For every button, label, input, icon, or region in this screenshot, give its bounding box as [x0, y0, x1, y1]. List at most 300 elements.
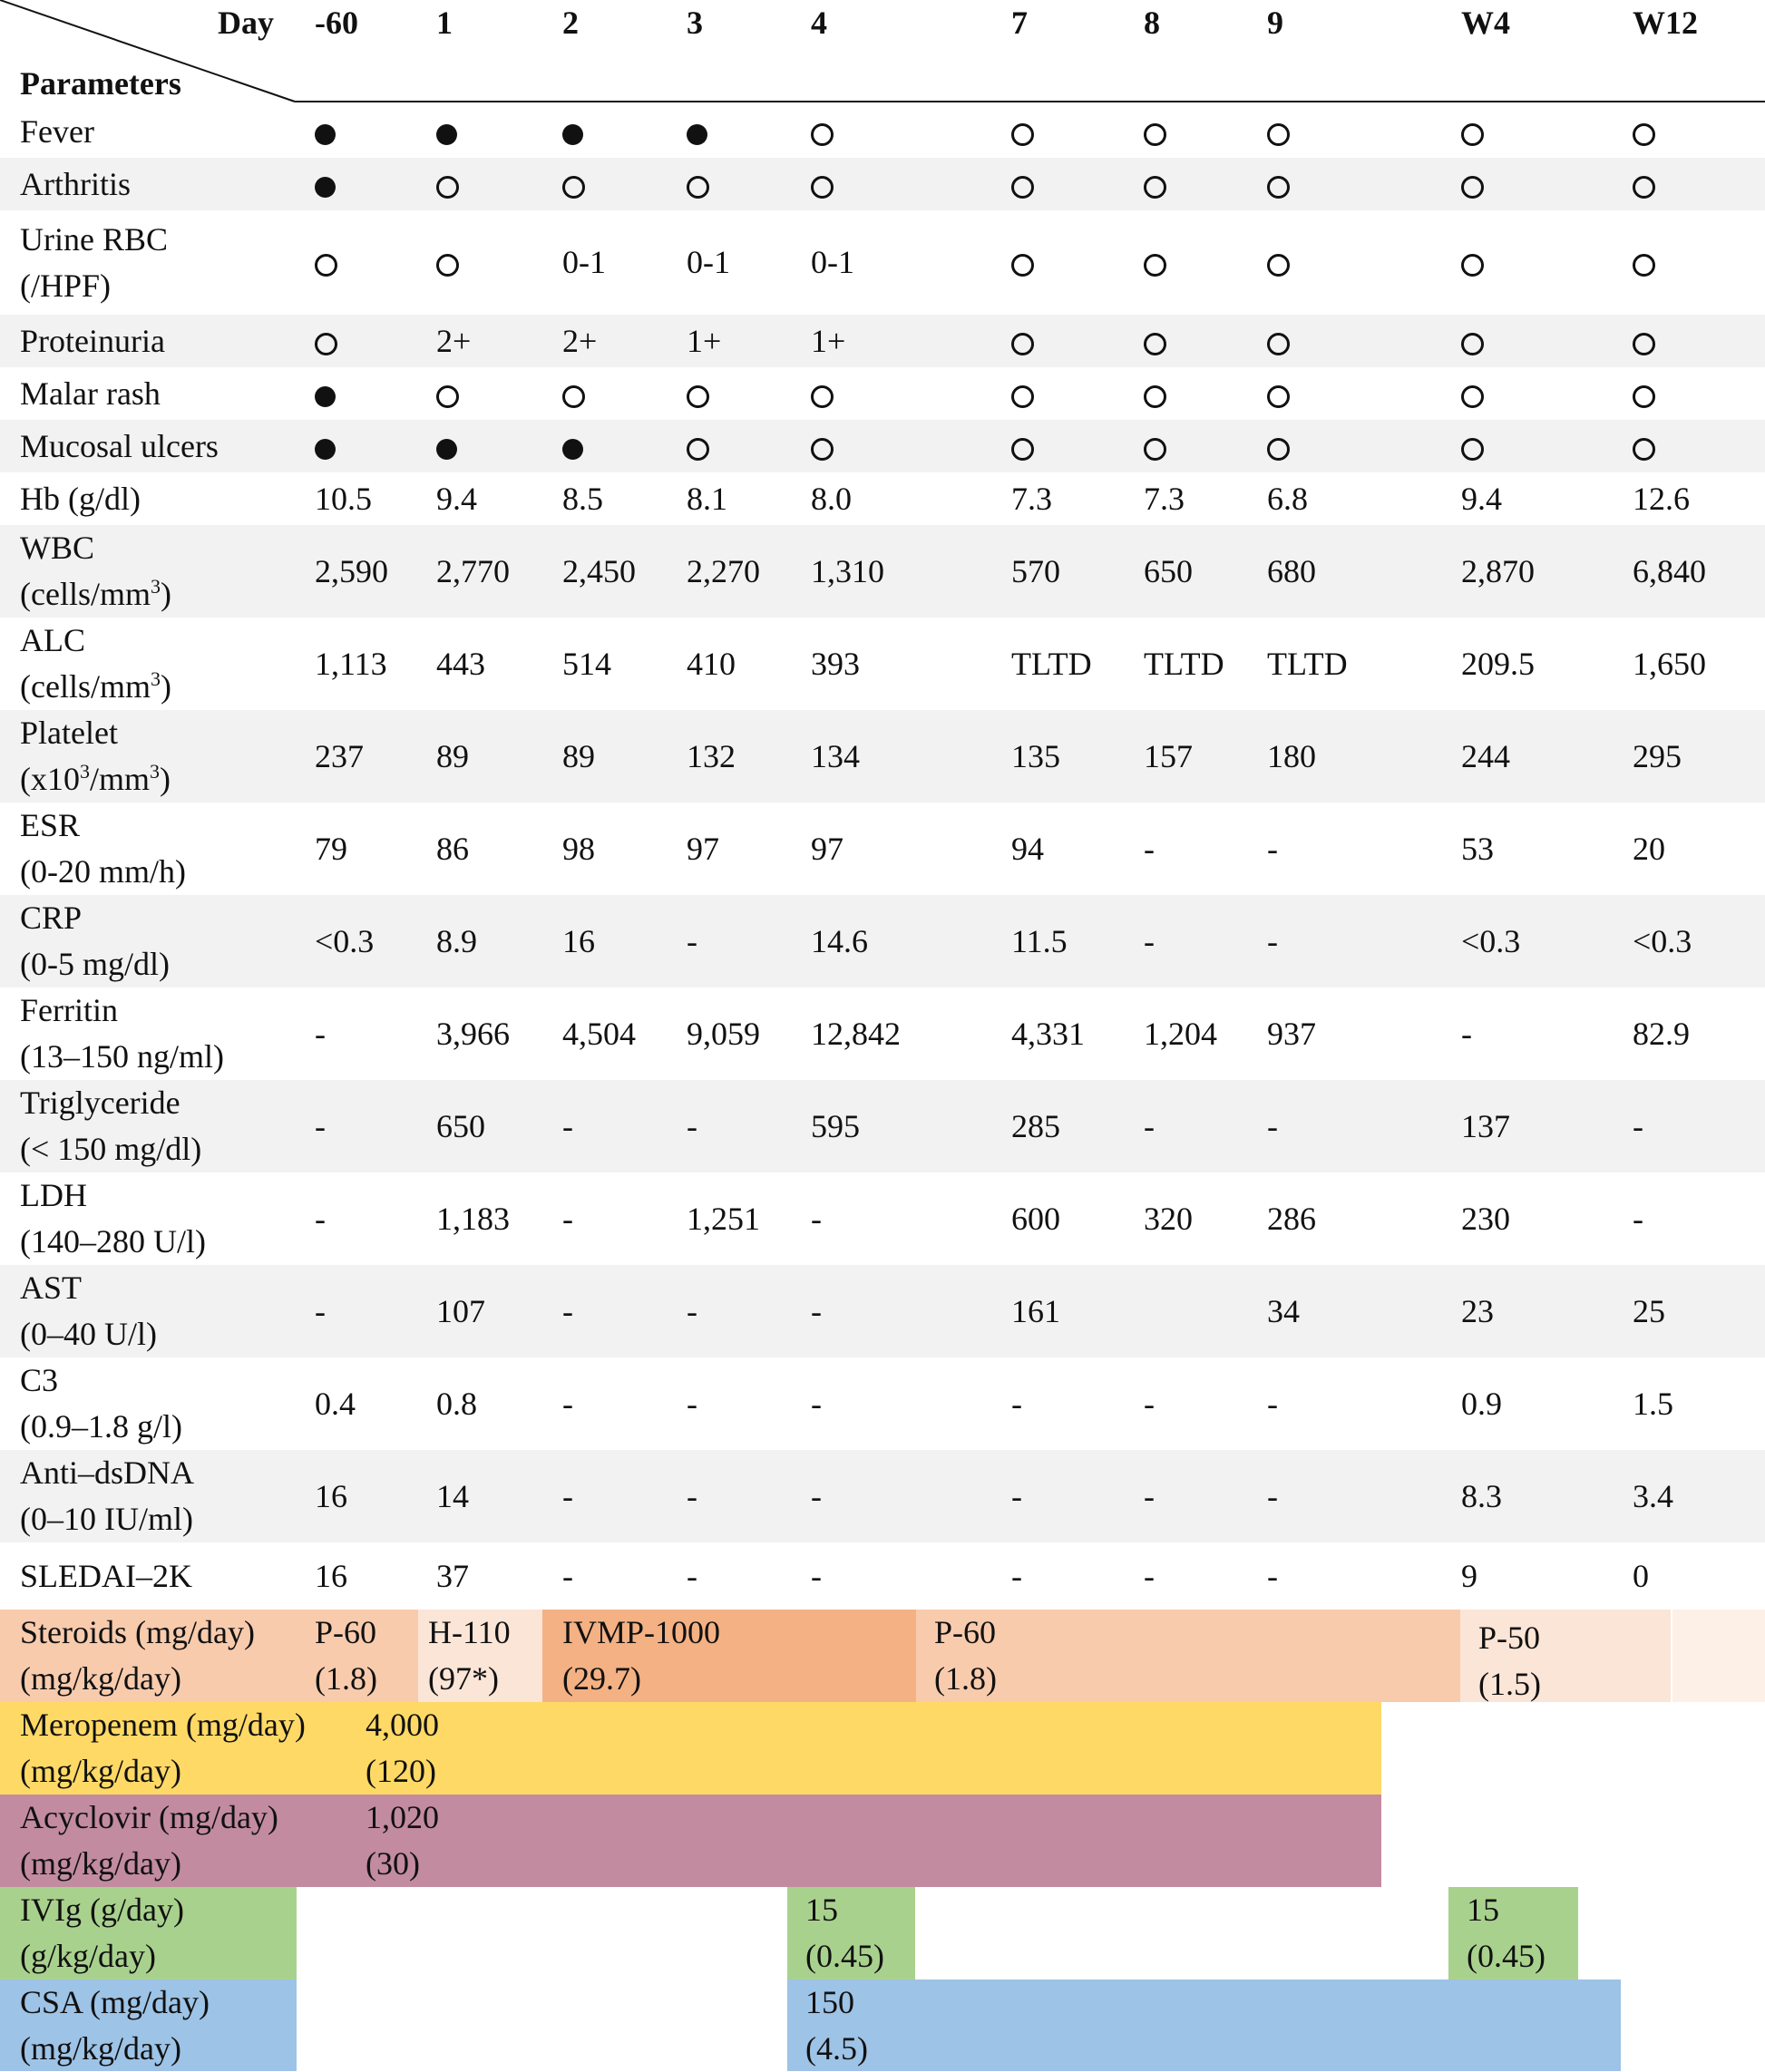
table-cell: - [687, 1557, 697, 1594]
table-cell: 14 [436, 1477, 469, 1514]
table-cell [1267, 161, 1290, 208]
table-cell: - [811, 1385, 822, 1422]
table-cell: 320 [1144, 1200, 1193, 1237]
filled-circle-icon [315, 177, 336, 198]
table-cell: - [315, 1107, 326, 1144]
column-header: W4 [1461, 5, 1510, 41]
open-circle-icon [1267, 254, 1290, 277]
table-cell: - [1011, 1557, 1022, 1594]
column-header: 8 [1144, 5, 1160, 41]
row-stripe [0, 1265, 1765, 1357]
parameter-label: C3 (0.9–1.8 g/l) [20, 1362, 182, 1445]
table-cell [1461, 423, 1484, 470]
open-circle-icon [1144, 438, 1166, 461]
table-cell [562, 371, 585, 417]
table-cell [1144, 109, 1166, 155]
open-circle-icon [562, 385, 585, 408]
table-cell [811, 161, 834, 208]
parameter-label: Anti–dsDNA (0–10 IU/ml) [20, 1454, 195, 1537]
steroids-value: P-50 (1.5) [1478, 1620, 1541, 1702]
parameter-label: Mucosal ulcers [20, 427, 219, 464]
table-cell [436, 109, 457, 155]
open-circle-icon [1011, 385, 1034, 408]
table-cell: - [315, 1292, 326, 1329]
steroids-label: Steroids (mg/day) (mg/kg/day) [20, 1614, 255, 1697]
table-cell [1461, 318, 1484, 365]
row-stripe [0, 158, 1765, 210]
open-circle-icon [811, 438, 834, 461]
table-cell: 1.5 [1633, 1385, 1673, 1422]
table-cell: - [1461, 1015, 1472, 1052]
table-cell: 8.0 [811, 480, 852, 517]
table-cell [687, 109, 707, 155]
table-cell: 443 [436, 645, 485, 682]
open-circle-icon [1144, 254, 1166, 277]
table-cell: - [1633, 1107, 1643, 1144]
table-cell: 9,059 [687, 1015, 760, 1052]
open-circle-icon [1267, 176, 1290, 199]
table-cell [1011, 161, 1034, 208]
table-cell: 2,770 [436, 552, 510, 589]
meropenem-label: Meropenem (mg/day) (mg/kg/day) [20, 1707, 306, 1789]
table-cell: 295 [1633, 737, 1682, 774]
open-circle-icon [1144, 176, 1166, 199]
parameter-label: ALC $(cells/mm^3)$ [20, 622, 171, 705]
table-cell [436, 161, 459, 208]
table-cell: - [562, 1107, 573, 1144]
table-cell: - [1144, 830, 1155, 867]
table-cell: 2+ [562, 322, 598, 359]
open-circle-icon [1011, 176, 1034, 199]
table-cell: TLTD [1011, 645, 1092, 682]
parameter-label: Malar rash [20, 375, 161, 412]
table-cell: 1,251 [687, 1200, 760, 1237]
table-cell: 209.5 [1461, 645, 1535, 682]
parameter-label: LDH (140–280 U/l) [20, 1177, 206, 1260]
table-cell: 6.8 [1267, 480, 1308, 517]
open-circle-icon [1633, 438, 1655, 461]
open-circle-icon [1461, 333, 1484, 355]
steroids-segment [1672, 1610, 1765, 1702]
table-cell [1144, 239, 1166, 286]
table-cell: 89 [436, 737, 469, 774]
open-circle-icon [1011, 254, 1034, 277]
table-cell: 2,270 [687, 552, 760, 589]
table-cell [1144, 318, 1166, 365]
table-cell: - [687, 1385, 697, 1422]
steroids-value: H-110 (97*) [428, 1614, 511, 1697]
table-cell [1267, 239, 1290, 286]
table-cell [315, 161, 336, 208]
table-cell [1461, 161, 1484, 208]
table-cell: 0.8 [436, 1385, 477, 1422]
filled-circle-icon [436, 124, 457, 145]
table-cell: - [811, 1292, 822, 1329]
table-cell: 1,183 [436, 1200, 510, 1237]
open-circle-icon [1633, 123, 1655, 146]
table-cell: - [1144, 922, 1155, 959]
open-circle-icon [1461, 123, 1484, 146]
open-circle-icon [1461, 385, 1484, 408]
table-cell [436, 239, 459, 286]
table-cell: 135 [1011, 737, 1060, 774]
filled-circle-icon [315, 386, 336, 407]
column-header: -60 [315, 5, 358, 41]
table-cell: 6,840 [1633, 552, 1706, 589]
steroids-value: P-60 (1.8) [934, 1614, 997, 1697]
open-circle-icon [1267, 123, 1290, 146]
table-cell [811, 371, 834, 417]
open-circle-icon [1633, 385, 1655, 408]
table-cell: 8.1 [687, 480, 727, 517]
table-cell: 570 [1011, 552, 1060, 589]
table-cell: - [687, 1477, 697, 1514]
table-cell: 0-1 [562, 244, 606, 280]
superscript-3: 3 [80, 760, 90, 783]
table-cell: 285 [1011, 1107, 1060, 1144]
table-cell [687, 161, 709, 208]
open-circle-icon [1267, 385, 1290, 408]
open-circle-icon [1144, 333, 1166, 355]
table-cell [1267, 318, 1290, 365]
table-cell: 37 [436, 1557, 469, 1594]
table-cell: - [562, 1385, 573, 1422]
table-cell [1144, 161, 1166, 208]
table-cell [315, 318, 337, 365]
table-cell: 107 [436, 1292, 485, 1329]
table-cell: 0-1 [811, 244, 854, 280]
table-cell: - [1633, 1200, 1643, 1237]
table-cell: 161 [1011, 1292, 1060, 1329]
table-cell: - [1144, 1385, 1155, 1422]
table-cell: 16 [315, 1477, 347, 1514]
table-cell [1461, 239, 1484, 286]
table-cell: 9.4 [436, 480, 477, 517]
table-cell: 3,966 [436, 1015, 510, 1052]
open-circle-icon [1461, 254, 1484, 277]
table-cell: 244 [1461, 737, 1510, 774]
csa-value: 150 (4.5) [805, 1984, 868, 2067]
open-circle-icon [687, 438, 709, 461]
table-cell [1011, 318, 1034, 365]
column-header: 4 [811, 5, 827, 41]
open-circle-icon [1267, 438, 1290, 461]
parameter-label: AST (0–40 U/l) [20, 1269, 157, 1352]
steroids-segment [1584, 1610, 1671, 1702]
table-cell: TLTD [1144, 645, 1224, 682]
day-label: Day [218, 5, 274, 41]
row-stripe [0, 315, 1765, 367]
table-cell: 2,450 [562, 552, 636, 589]
table-cell: 514 [562, 645, 611, 682]
table-cell: 1,310 [811, 552, 884, 589]
table-cell: - [1144, 1107, 1155, 1144]
row-stripe [0, 420, 1765, 472]
table-cell: - [1267, 1107, 1278, 1144]
filled-circle-icon [562, 439, 583, 460]
table-cell: - [1011, 1385, 1022, 1422]
table-cell: <0.3 [315, 922, 375, 959]
open-circle-icon [1144, 123, 1166, 146]
open-circle-icon [811, 385, 834, 408]
meropenem-value: 4,000 (120) [366, 1707, 439, 1789]
open-circle-icon [687, 176, 709, 199]
table-cell: - [687, 922, 697, 959]
table-cell: 12.6 [1633, 480, 1690, 517]
open-circle-icon [315, 333, 337, 355]
table-cell: 650 [436, 1107, 485, 1144]
table-cell: 937 [1267, 1015, 1316, 1052]
table-cell [1011, 423, 1034, 470]
parameters-label: Parameters [20, 65, 181, 102]
column-header: 2 [562, 5, 579, 41]
table-cell: 34 [1267, 1292, 1300, 1329]
table-cell: 0.9 [1461, 1385, 1502, 1422]
parameter-label: WBC $(cells/mm^3)$ [20, 530, 171, 612]
steroids-segment [916, 1610, 1460, 1702]
table-cell: 16 [562, 922, 595, 959]
table-cell: - [811, 1477, 822, 1514]
table-cell: 97 [687, 830, 719, 867]
table-cell: 8.3 [1461, 1477, 1502, 1514]
parameter-label: Urine RBC (/HPF) [20, 220, 169, 304]
filled-circle-icon [436, 439, 457, 460]
table-cell: 237 [315, 737, 364, 774]
table-cell: 94 [1011, 830, 1044, 867]
open-circle-icon [1144, 385, 1166, 408]
csa-band [787, 1980, 1621, 2071]
table-cell: 89 [562, 737, 595, 774]
table-cell [1011, 109, 1034, 155]
open-circle-icon [436, 176, 459, 199]
parameter-label: ESR (0-20 mm/h) [20, 807, 186, 890]
table-cell [1461, 109, 1484, 155]
table-cell: 180 [1267, 737, 1316, 774]
table-cell [436, 423, 457, 470]
table-cell [315, 109, 336, 155]
table-cell [687, 423, 709, 470]
table-cell: - [1267, 830, 1278, 867]
table-cell: 1,650 [1633, 645, 1706, 682]
table-cell: - [1267, 1557, 1278, 1594]
table-cell: 2,870 [1461, 552, 1535, 589]
table-cell: 16 [315, 1557, 347, 1594]
table-cell [562, 109, 583, 155]
table-cell: - [562, 1292, 573, 1329]
parameter-label: Triglyceride (< 150 mg/dl) [20, 1085, 202, 1167]
table-cell: - [562, 1557, 573, 1594]
table-cell: 410 [687, 645, 736, 682]
table-cell [1011, 239, 1034, 286]
open-circle-icon [1461, 438, 1484, 461]
table-cell: - [562, 1477, 573, 1514]
table-cell: - [315, 1015, 326, 1052]
open-circle-icon [436, 254, 459, 277]
open-circle-icon [562, 176, 585, 199]
open-circle-icon [315, 254, 337, 277]
table-cell: 0 [1633, 1557, 1649, 1594]
table-cell: 286 [1267, 1200, 1316, 1237]
table-cell [1633, 161, 1655, 208]
open-circle-icon [811, 176, 834, 199]
table-cell: 137 [1461, 1107, 1510, 1144]
table-cell: 10.5 [315, 480, 372, 517]
ivig-value: 15 (0.45) [805, 1892, 884, 1974]
table-cell [562, 161, 585, 208]
table-cell: 14.6 [811, 922, 868, 959]
table-cell: - [315, 1200, 326, 1237]
parameter-label: Ferritin (13–150 ng/ml) [20, 992, 224, 1075]
table-cell: 25 [1633, 1292, 1665, 1329]
table-cell: 9 [1461, 1557, 1477, 1594]
table-cell: 4,331 [1011, 1015, 1085, 1052]
open-circle-icon [1011, 123, 1034, 146]
column-header: W12 [1633, 5, 1698, 41]
ivig-label: IVIg (g/day) (g/kg/day) [20, 1892, 184, 1974]
table-cell: 8.9 [436, 922, 477, 959]
table-cell [436, 371, 459, 417]
table-cell: - [1267, 1385, 1278, 1422]
table-cell [315, 239, 337, 286]
steroids-value: P-60 (1.8) [315, 1614, 377, 1697]
table-cell: - [811, 1557, 822, 1594]
open-circle-icon [1267, 333, 1290, 355]
open-circle-icon [436, 385, 459, 408]
table-cell: 9.4 [1461, 480, 1502, 517]
header-rule [295, 101, 1765, 102]
table-cell: - [1267, 1477, 1278, 1514]
table-cell: - [1144, 1557, 1155, 1594]
table-cell [1633, 371, 1655, 417]
table-cell: 600 [1011, 1200, 1060, 1237]
parameter-label: CRP (0-5 mg/dl) [20, 900, 170, 982]
table-cell [1267, 109, 1290, 155]
superscript-3: 3 [150, 575, 161, 598]
table-cell [1267, 371, 1290, 417]
table-cell: 7.3 [1011, 480, 1052, 517]
table-cell: 12,842 [811, 1015, 901, 1052]
open-circle-icon [1011, 438, 1034, 461]
table-cell: 97 [811, 830, 843, 867]
superscript-3: 3 [150, 667, 161, 690]
table-cell: - [1011, 1477, 1022, 1514]
parameter-label: Arthritis [20, 165, 131, 202]
csa-label: CSA (mg/day) (mg/kg/day) [20, 1984, 210, 2067]
column-header: 9 [1267, 5, 1283, 41]
table-cell: 79 [315, 830, 347, 867]
table-cell: 0-1 [687, 244, 730, 280]
parameter-label: Proteinuria [20, 322, 165, 359]
table-cell [1633, 109, 1655, 155]
table-cell [315, 423, 336, 470]
table-cell [1144, 423, 1166, 470]
superscript-3: 3 [150, 760, 161, 783]
table-cell: - [1267, 922, 1278, 959]
table-cell [1144, 371, 1166, 417]
table-cell: - [687, 1107, 697, 1144]
table-cell: 650 [1144, 552, 1193, 589]
table-cell: 53 [1461, 830, 1494, 867]
filled-circle-icon [687, 124, 707, 145]
filled-circle-icon [562, 124, 583, 145]
table-cell: 1,113 [315, 645, 387, 682]
table-cell [1267, 423, 1290, 470]
ivig-value: 15 (0.45) [1467, 1892, 1546, 1974]
table-cell: 2,590 [315, 552, 388, 589]
open-circle-icon [1633, 333, 1655, 355]
table-cell [811, 423, 834, 470]
column-header: 3 [687, 5, 703, 41]
parameter-label: Platelet $(x10^3/mm^3)$ [20, 715, 171, 797]
table-cell: 134 [811, 737, 860, 774]
table-cell [811, 109, 834, 155]
table-cell: 3.4 [1633, 1477, 1673, 1514]
table-cell [687, 371, 709, 417]
table-cell: - [1144, 1477, 1155, 1514]
table-cell: 0.4 [315, 1385, 356, 1422]
table-cell: 20 [1633, 830, 1665, 867]
table-cell: 11.5 [1011, 922, 1068, 959]
table-cell: 1+ [687, 322, 722, 359]
open-circle-icon [1011, 333, 1034, 355]
parameter-label: Fever [20, 112, 94, 150]
table-cell: 8.5 [562, 480, 603, 517]
table-cell: 2+ [436, 322, 472, 359]
table-cell [562, 423, 583, 470]
open-circle-icon [811, 123, 834, 146]
table-cell: <0.3 [1461, 922, 1521, 959]
column-header: 7 [1011, 5, 1028, 41]
open-circle-icon [1633, 254, 1655, 277]
table-cell: 1,204 [1144, 1015, 1217, 1052]
acyclovir-value: 1,020 (30) [366, 1799, 439, 1882]
table-cell [1633, 239, 1655, 286]
table-cell: <0.3 [1633, 922, 1692, 959]
table-cell: 595 [811, 1107, 860, 1144]
table-cell: - [687, 1292, 697, 1329]
column-header: 1 [436, 5, 453, 41]
open-circle-icon [1633, 176, 1655, 199]
steroids-value: IVMP-1000 (29.7) [562, 1614, 721, 1697]
table-cell: 4,504 [562, 1015, 636, 1052]
table-cell [315, 371, 336, 417]
open-circle-icon [1461, 176, 1484, 199]
table-cell: 230 [1461, 1200, 1510, 1237]
table-cell: 7.3 [1144, 480, 1185, 517]
open-circle-icon [687, 385, 709, 408]
table-cell [1633, 423, 1655, 470]
table-cell [1461, 371, 1484, 417]
table-cell: 132 [687, 737, 736, 774]
filled-circle-icon [315, 124, 336, 145]
table-cell: 157 [1144, 737, 1193, 774]
table-cell: TLTD [1267, 645, 1348, 682]
table-cell [1633, 318, 1655, 365]
table-cell: 1+ [811, 322, 846, 359]
table-cell: - [811, 1200, 822, 1237]
acyclovir-label: Acyclovir (mg/day) (mg/kg/day) [20, 1799, 278, 1882]
table-cell: 393 [811, 645, 860, 682]
filled-circle-icon [315, 439, 336, 460]
table-cell: 23 [1461, 1292, 1494, 1329]
table-cell: 680 [1267, 552, 1316, 589]
table-cell: - [562, 1200, 573, 1237]
parameter-label: Hb (g/dl) [20, 480, 141, 517]
table-cell: 82.9 [1633, 1015, 1690, 1052]
table-cell [1011, 371, 1034, 417]
table-cell: 98 [562, 830, 595, 867]
table-cell: 86 [436, 830, 469, 867]
